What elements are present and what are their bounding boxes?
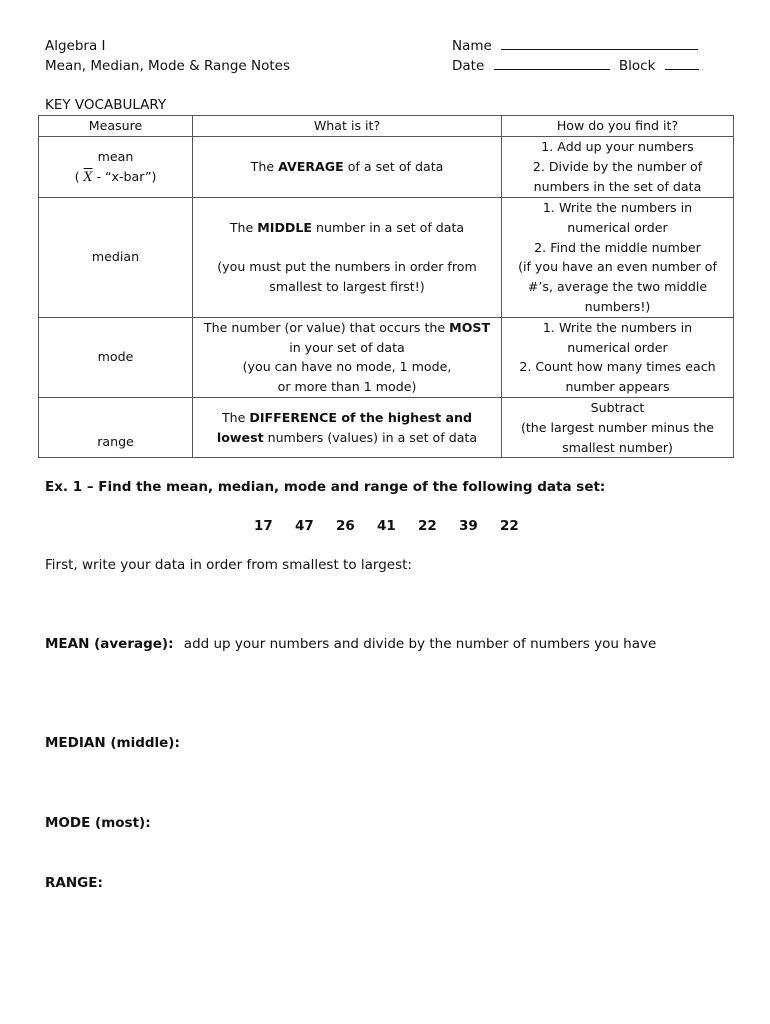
what-median: The MIDDLE number in a set of data (you must put the numbers in order from smallest to largest first!) — [193, 197, 502, 317]
measure-median: median — [39, 197, 193, 317]
table-row-mean — [39, 136, 734, 197]
name-label: Name — [452, 38, 492, 54]
data-value: 26 — [336, 518, 355, 534]
xbar-symbol: ( $\overline{X}$ - “x-bar”) — [74, 168, 157, 184]
col-header-how: How do you find it? — [502, 116, 734, 137]
block-blank — [665, 56, 699, 70]
table-row-median — [39, 197, 734, 317]
vocab-heading: KEY VOCABULARY — [45, 97, 167, 113]
col-header-what: What is it? — [193, 116, 502, 137]
how-median: 1. Write the numbers in numerical order 2. Find the middle number (if you have an even number of #’s, average the two middle numbers!) — [502, 197, 734, 317]
how-mean: 1. Add up your numbers 2. Divide by the number of numbers in the set of data — [502, 136, 734, 197]
data-value: 22 — [418, 518, 437, 534]
example-heading: Ex. 1 – Find the mean, median, mode and range of the following data set: — [45, 479, 606, 495]
measure-range: range — [39, 397, 193, 457]
block-label: Block — [618, 58, 656, 74]
mean-label: MEAN (average): — [45, 636, 174, 652]
date-blank — [494, 56, 610, 70]
worksheet-title: Mean, Median, Mode & Range Notes — [45, 58, 291, 74]
data-value: 41 — [377, 518, 396, 534]
name-blank — [501, 36, 698, 50]
what-range: The DIFFERENCE of the highest and lowest numbers (values) in a set of data — [193, 397, 502, 457]
measure-mode: mode — [39, 317, 193, 397]
data-value: 39 — [459, 518, 478, 534]
table-row-mode — [39, 317, 734, 397]
order-instruction: First, write your data in order from smallest to largest: — [45, 557, 412, 573]
how-mode: 1. Write the numbers in numerical order 2. Count how many times each number appears — [502, 317, 734, 397]
what-mode: The number (or value) that occurs the MOST in your set of data (you can have no mode, 1 mode, or more than 1 mode) — [193, 317, 502, 397]
data-value: 17 — [254, 518, 273, 534]
measure-mean: mean ( $\overline{X}$ - “x-bar”) — [39, 136, 193, 197]
what-mean: The AVERAGE of a set of data — [193, 136, 502, 197]
how-range: Subtract (the largest number minus the smallest number) — [502, 397, 734, 457]
data-value: 47 — [295, 518, 314, 534]
name-field — [452, 36, 698, 56]
vocab-table — [38, 115, 734, 458]
table-header-row — [39, 116, 734, 137]
mean-section — [45, 636, 656, 652]
data-value: 22 — [500, 518, 519, 534]
data-set — [254, 518, 541, 534]
mean-instruction: add up your numbers and divide by the number of numbers you have — [183, 636, 657, 652]
range-label: RANGE: — [45, 875, 103, 891]
table-row-range — [39, 397, 734, 457]
course-title: Algebra I — [45, 38, 106, 54]
mode-label: MODE (most): — [45, 815, 151, 831]
median-label: MEDIAN (middle): — [45, 735, 180, 751]
date-label: Date — [452, 58, 485, 74]
col-header-measure: Measure — [39, 116, 193, 137]
date-block-field — [452, 56, 699, 76]
